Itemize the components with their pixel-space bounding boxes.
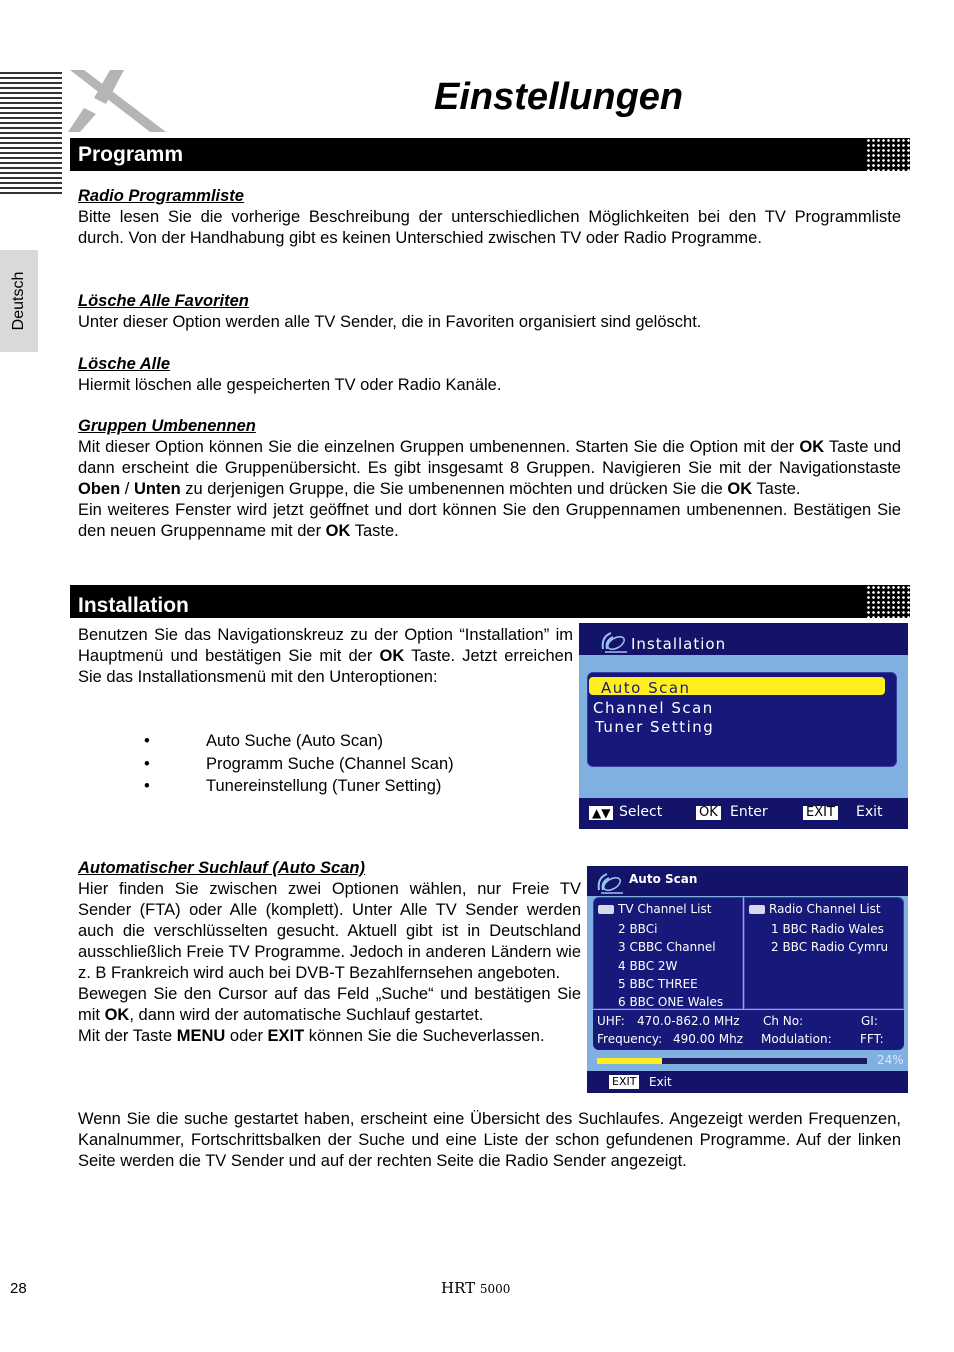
section-title: Programm <box>78 143 184 166</box>
gruppen-text-1: Mit dieser Option können Sie die einzelnen Gruppen umbenennen. Starten Sie die Option mit der OK Taste und dann erscheint die Gruppenübersicht. Es gibt insgesamt 8 Gruppen. Navigieren Sie mit der Navigationstaste Oben / Unten zu derjenigen Gruppe, die Sie umbenennen möchten und drücken Sie die OK Taste. <box>78 438 901 498</box>
gi-label: GI: <box>861 1014 878 1028</box>
tv-channel-entries <box>618 920 723 1011</box>
edge-stripes <box>0 72 62 196</box>
osd-auto-scan-screenshot <box>587 866 908 1093</box>
installation-intro: Benutzen Sie das Navigationskreuz zu der Option “Installation” im Hauptmenü und bestätigen Sie mit der OK Taste. Jetzt erreichen Sie das Installationsmenü mit den Unteroptionen: <box>78 626 573 686</box>
language-tab-label: Deutsch <box>10 271 27 331</box>
page-title: Einstellungen <box>434 76 684 118</box>
auto-scan-text-3: Mit der Taste MENU oder EXIT können Sie die Sucheverlassen. <box>78 1027 545 1045</box>
osd-footer <box>579 798 908 829</box>
section-title: Installation <box>78 594 189 617</box>
subheading-loesche-alle: Lösche Alle <box>78 355 170 373</box>
menu-item-tuner-setting[interactable]: Tuner Setting <box>595 718 715 736</box>
list-item: 5 BBC THREE <box>618 976 698 991</box>
radio-text: Bitte lesen Sie die vorherige Beschreibung der unterschiedlichen Möglichkeiten bei den TV Programmliste durch. Von der Handhabung gibt es keinen Unterschied zwischen TV oder Radio Programme. <box>78 208 901 247</box>
section-header-programm <box>70 138 910 171</box>
subheading-radio: Radio Programmliste <box>78 187 244 205</box>
dot-pattern <box>866 585 910 618</box>
menu-item-auto-scan[interactable]: Auto Scan <box>601 679 691 697</box>
list-item: • Auto Suche (Auto Scan) <box>140 730 454 753</box>
auto-scan-text-2: Bewegen Sie den Cursor auf das Feld „Suche“ und bestätigen Sie mit OK, dann wird der automatische Suchlauf gestartet. <box>78 985 581 1024</box>
subheading-auto-scan: Automatischer Suchlauf (Auto Scan) <box>78 859 365 877</box>
tv-list-header <box>598 902 711 916</box>
osd-footer <box>587 1071 908 1093</box>
dot-pattern <box>866 138 910 171</box>
scan-info-box <box>593 1010 904 1050</box>
model-name: HRT 5000 <box>441 1279 511 1297</box>
footer-exit: Exit <box>856 804 883 820</box>
brand-logo <box>66 68 170 136</box>
list-item: 6 BBC ONE Wales <box>618 995 724 1010</box>
list-item: • Programm Suche (Channel Scan) <box>140 753 454 776</box>
gruppen-block <box>78 416 901 542</box>
frequency-value: 490.00 Mhz <box>673 1032 744 1046</box>
osd-title: Installation <box>631 635 727 653</box>
list-item: 2 BBCi <box>618 922 658 936</box>
list-item: 1 BBC Radio Wales <box>771 922 884 936</box>
favoriten-text: Unter dieser Option werden alle TV Sender, die in Favoriten organisiert sind gelöscht. <box>78 313 702 331</box>
list-item: • Tunereinstellung (Tuner Setting) <box>140 775 454 798</box>
scan-progress-fill <box>597 1058 662 1064</box>
radio-list-header <box>749 902 881 916</box>
subheading-favoriten: Lösche Alle Favoriten <box>78 292 249 310</box>
modulation-label: Modulation: <box>761 1032 832 1046</box>
footer-select: Select <box>619 804 663 820</box>
radio-channel-list <box>744 897 904 1009</box>
uhf-value: 470.0-862.0 MHz <box>637 1014 740 1028</box>
osd-title: Auto Scan <box>629 872 698 886</box>
osd-installation-screenshot <box>579 623 908 829</box>
auto-scan-text-1: Hier finden Sie zwischen zwei Optionen wählen, nur Freie TV Sender (FTA) oder Alle (komplett). Unter Alle TV Sender werden auch die verschlüsselten gesucht. Aktuell gibt ist in Deutschland ausschließlich Freie TV Programme. Jedoch in anderen Ländern wie z. B Frankreich wird auch bei DVB-T Bezahlfernsehen angeboten. <box>78 880 581 982</box>
loesche-alle-block <box>78 354 901 396</box>
installation-options-list <box>140 730 454 798</box>
list-item: 2 BBC Radio Cymru <box>771 940 889 955</box>
exit-key: EXIT <box>803 806 838 820</box>
auto-scan-block <box>78 858 581 1047</box>
ch-no-label: Ch No: <box>763 1014 804 1028</box>
osd-header <box>579 623 908 655</box>
language-tab <box>0 250 38 352</box>
gruppen-text-2: Ein weiteres Fenster wird jetzt geöffnet und dort können Sie den Gruppennamen umbenennen. Bestätigen Sie den neuen Gruppenname mit der OK Taste. <box>78 501 901 540</box>
scan-progress-bar <box>597 1058 867 1064</box>
footer-enter: Enter <box>730 804 768 820</box>
satellite-icon <box>599 627 629 653</box>
loesche-alle-text: Hiermit löschen alle gespeicherten TV oder Radio Kanäle. <box>78 376 502 394</box>
arrow-keys-icon: ▲▼ <box>589 806 613 820</box>
folder-icon <box>749 905 765 914</box>
auto-scan-text-4: Wenn Sie die suche gestartet haben, erscheint eine Übersicht des Suchlaufes. Angezeigt werden Frequenzen, Kanalnummer, Fortschrittsbalken der Suche und eine Liste der schon gefundenen Programme. Auf der linken Seite werden die TV Sender und auf der rechten Seite die Radio Sender angezeigt. <box>78 1110 901 1170</box>
fft-label: FFT: <box>860 1032 884 1046</box>
osd-body <box>587 896 908 1076</box>
list-item: 3 CBBC Channel <box>618 940 716 955</box>
frequency-label: Frequency: <box>597 1032 663 1046</box>
subheading-gruppen: Gruppen Umbenennen <box>78 417 256 435</box>
tv-list-title: TV Channel List <box>618 902 712 916</box>
footer-exit[interactable]: Exit <box>649 1075 672 1089</box>
menu-item-channel-scan[interactable]: Channel Scan <box>593 699 714 717</box>
scan-progress-text: 24% <box>877 1053 904 1067</box>
radio-list-title: Radio Channel List <box>769 902 881 916</box>
satellite-icon <box>595 868 625 894</box>
osd-header <box>587 866 908 896</box>
uhf-label: UHF: <box>597 1014 625 1028</box>
exit-key: EXIT <box>609 1075 639 1089</box>
folder-icon <box>598 905 614 914</box>
tv-channel-list <box>593 897 743 1009</box>
radio-programmliste-block <box>78 186 901 249</box>
favoriten-block <box>78 291 901 333</box>
section-header-installation <box>70 585 910 618</box>
ok-key: OK <box>696 806 721 820</box>
list-item: 4 BBC 2W <box>618 958 678 973</box>
page-number: 28 <box>10 1280 27 1297</box>
radio-channel-entries <box>771 920 888 957</box>
